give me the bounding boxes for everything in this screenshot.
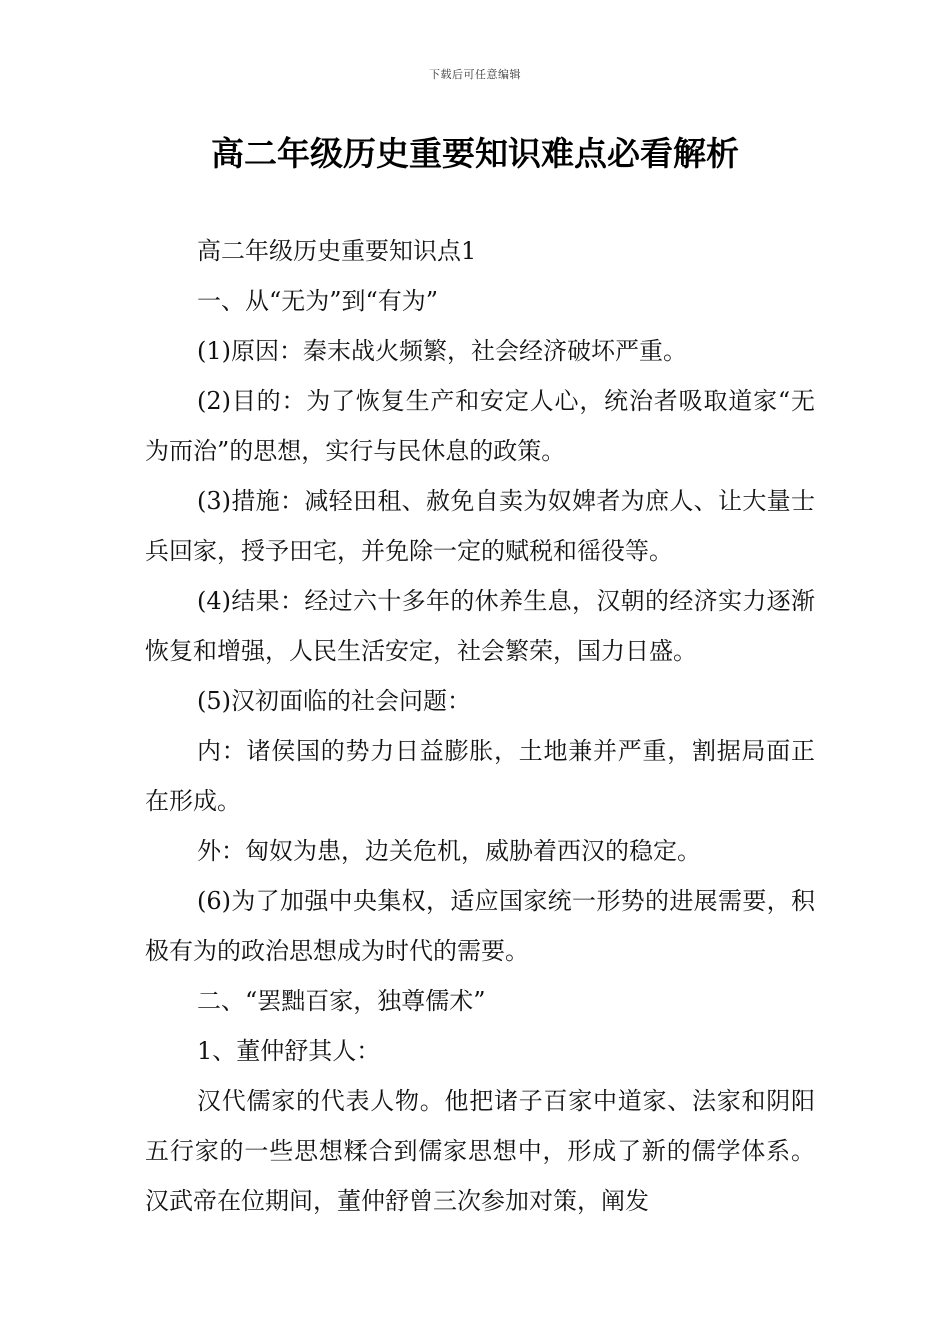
paragraph: (2)目的：为了恢复生产和安定人心，统治者吸取道家“无为而治”的思想，实行与民休息的政策。 — [145, 387, 815, 465]
header-note: 下载后可任意编辑 — [429, 68, 521, 81]
paragraph: 内：诸侯国的势力日益膨胀，土地兼并严重，割据局面正在形成。 — [145, 737, 815, 815]
document-body — [145, 226, 815, 1226]
document-title: 高二年级历史重要知识难点必看解析 — [211, 134, 739, 173]
paragraph: (4)结果：经过六十多年的休养生息，汉朝的经济实力逐渐恢复和增强，人民生活安定，社会繁荣，国力日盛。 — [145, 587, 815, 665]
paragraph: (5)汉初面临的社会问题： — [197, 687, 471, 715]
subsection-heading: 一、从“无为”到“有为” — [197, 287, 439, 315]
paragraph: (1)原因：秦末战火频繁，社会经济破坏严重。 — [197, 337, 687, 365]
subsection-heading: 二、“罢黜百家，独尊儒术” — [197, 987, 486, 1015]
paragraph: (3)措施：减轻田租、赦免自卖为奴婢者为庶人、让大量士兵回家，授予田宅，并免除一定的赋税和徭役等。 — [145, 487, 815, 565]
paragraph: 汉代儒家的代表人物。他把诸子百家中道家、法家和阴阳五行家的一些思想糅合到儒家思想中，形成了新的儒学体系。汉武帝在位期间，董仲舒曾三次参加对策，阐发 — [145, 1087, 815, 1215]
paragraph: 外：匈奴为患，边关危机，威胁着西汉的稳定。 — [197, 837, 701, 865]
paragraph: 1、董仲舒其人： — [197, 1037, 381, 1065]
paragraph: (6)为了加强中央集权，适应国家统一形势的进展需要，积极有为的政治思想成为时代的需要。 — [145, 887, 815, 965]
section-heading: 高二年级历史重要知识点1 — [197, 237, 477, 265]
